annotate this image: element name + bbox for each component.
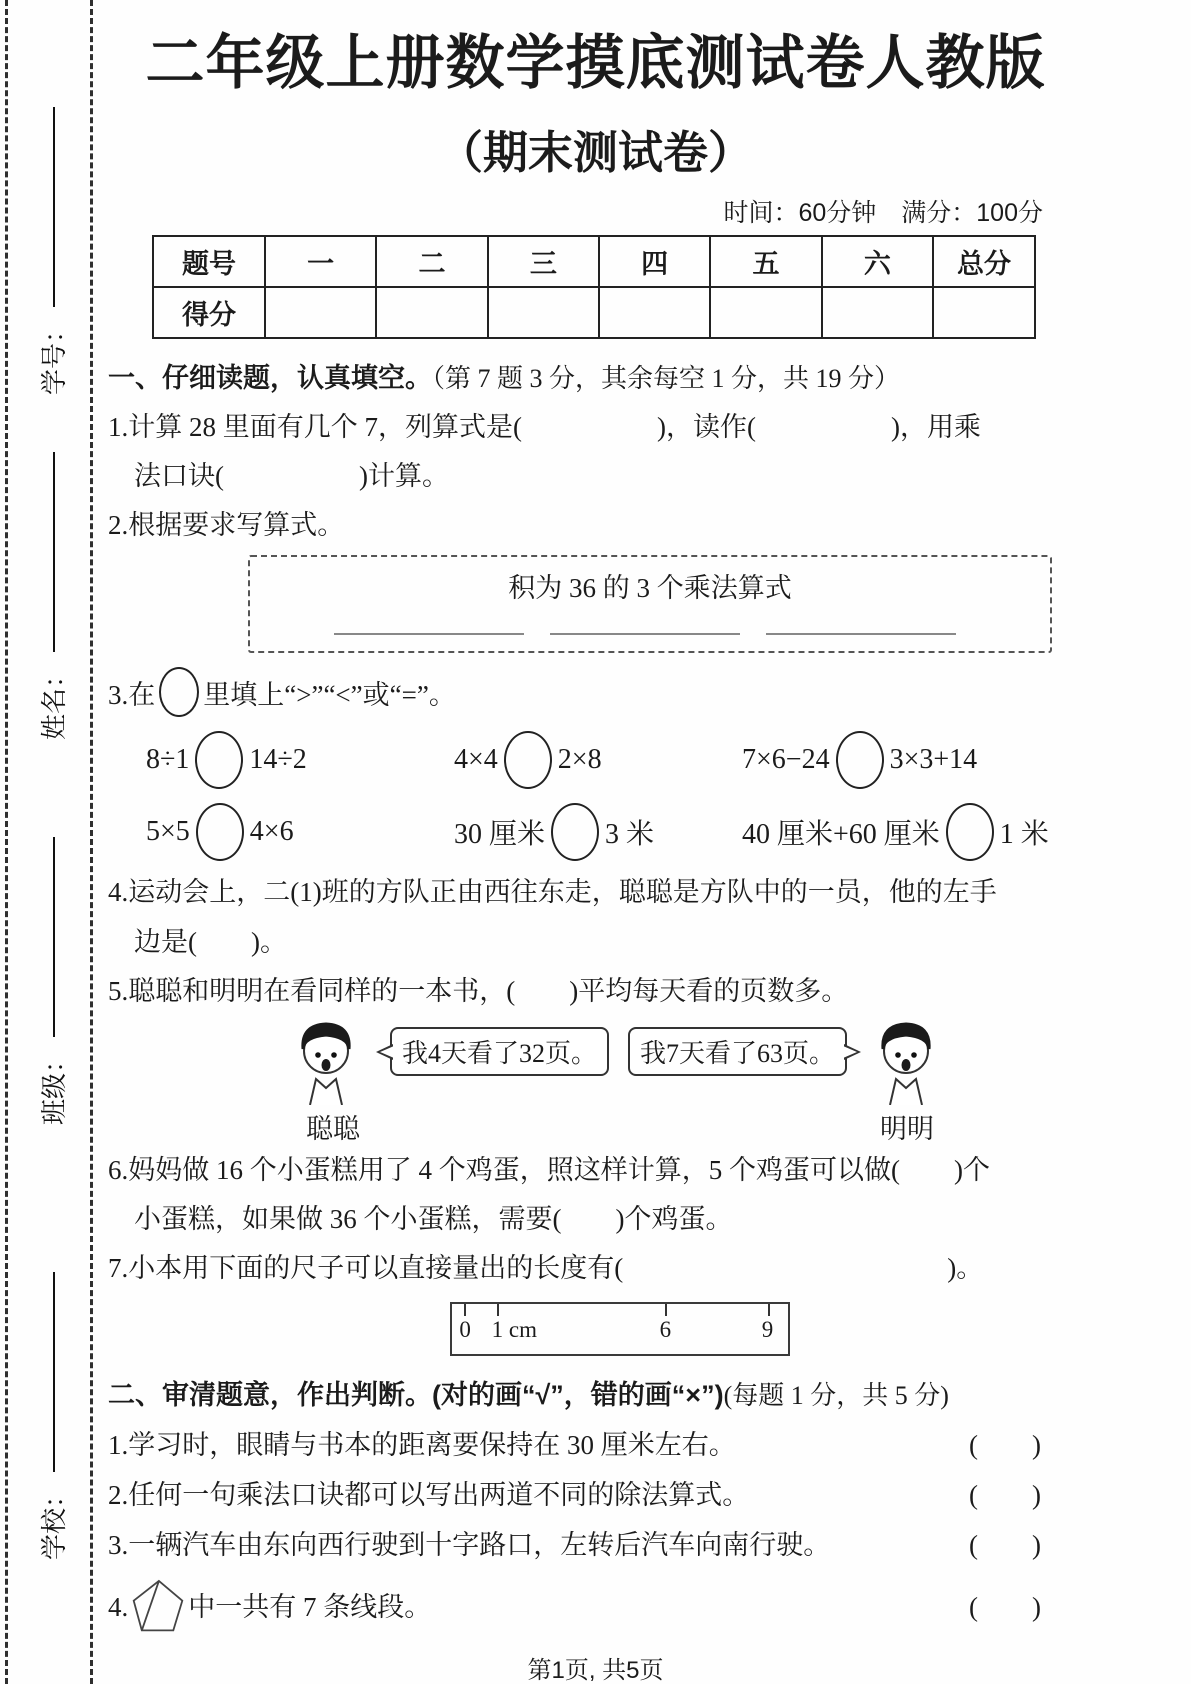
binding-dashed-line-inner	[90, 0, 93, 1684]
comparison-item	[454, 803, 742, 861]
s1-question3	[108, 667, 1083, 717]
ruler-tick-label: 6	[659, 1317, 672, 1343]
boy-congcong-name: 聪聪	[306, 1113, 360, 1144]
comparison-item	[454, 731, 742, 789]
score-table-header-row	[153, 236, 1035, 287]
score-cell	[933, 287, 1035, 338]
exam-meta: 时间：60分钟 满分：100分	[723, 199, 1043, 228]
boy-congcong-icon	[290, 1017, 362, 1110]
speech-bubble-mingming	[628, 1027, 847, 1076]
score-table-header: 一	[265, 236, 376, 287]
student-name-field	[34, 452, 71, 740]
s1-question6-line1: 6.妈妈做 16 个小蛋糕用了 4 个鸡蛋，照这样计算，5 个鸡蛋可以做( )个	[108, 1154, 990, 1185]
answer-blank-line	[334, 633, 524, 635]
comparison-item	[742, 731, 977, 789]
score-cell	[376, 287, 487, 338]
judgement4-number: 4.	[108, 1591, 129, 1622]
score-cell	[488, 287, 599, 338]
student-name-blank-line	[53, 452, 55, 652]
student-id-blank-line	[53, 107, 55, 307]
judgement-text: 2.任何一句乘法口诀都可以写出两道不同的除法算式。	[108, 1480, 750, 1511]
section1-heading	[108, 361, 1083, 396]
compare-circle-blank	[196, 803, 244, 861]
section1-title: 一、仔细读题，认真填空。	[108, 363, 432, 394]
ruler-tick-label: 0	[459, 1317, 471, 1343]
judgement-item-2	[108, 1478, 1083, 1513]
paper-content	[108, 0, 1083, 1684]
school-blank-line	[53, 1272, 55, 1472]
s1-question4-line1: 4.运动会上，二(1)班的方队正由西往东走，聪聪是方队中的一员，他的左手	[108, 877, 997, 908]
judgement-answer-blank: ( )	[969, 1430, 1041, 1461]
compare-circle-blank	[551, 803, 599, 861]
page-subtitle: （期末测试卷）	[437, 127, 753, 179]
judgement-item-3	[108, 1528, 1083, 1563]
reading-illustration	[108, 1017, 1083, 1144]
judgement-text	[108, 1578, 431, 1636]
judgement-answer-blank: ( )	[969, 1591, 1041, 1622]
binding-dashed-line-outer	[5, 0, 8, 1684]
s1-question2: 2.根据要求写算式。	[108, 510, 345, 541]
s1-question1-line2: 法口诀( )计算。	[134, 461, 449, 492]
student-name-label: 姓名：	[40, 661, 69, 740]
comparison-item	[146, 803, 454, 861]
s1-question7: 7.小本用下面的尺子可以直接量出的长度有( )。	[108, 1252, 984, 1283]
score-table-score-row	[153, 287, 1035, 338]
s1-question4-line2: 边是( )。	[134, 926, 287, 957]
comparison-left: 40 厘米+60 厘米	[742, 819, 940, 851]
page-number-footer: 第1页, 共5页	[527, 1657, 664, 1684]
compare-circle-blank	[195, 731, 243, 789]
comparison-row-2	[146, 803, 1083, 861]
score-cell	[599, 287, 710, 338]
comparison-left: 30 厘米	[454, 819, 546, 851]
class-blank-line	[53, 837, 55, 1037]
s1-question1-line1: 1.计算 28 里面有几个 7，列算式是( )，读作( )，用乘	[108, 412, 981, 443]
judgement4-text: 中一共有 7 条线段。	[188, 1591, 432, 1622]
class-label: 班级：	[40, 1046, 69, 1125]
student-id-label: 学号：	[40, 316, 69, 395]
section1-points-note: （第 7 题 3 分，其余每空 1 分，共 19 分）	[432, 364, 901, 394]
comparison-right: 14÷2	[249, 744, 307, 776]
comparison-right: 1 米	[999, 819, 1049, 851]
judgement-answer-blank: ( )	[969, 1480, 1041, 1511]
s1-question5: 5.聪聪和明明在看同样的一本书，( )平均每天看的页数多。	[108, 975, 849, 1006]
score-cell	[710, 287, 821, 338]
comparison-item	[146, 731, 454, 789]
student-id-field	[34, 107, 71, 395]
score-table-header: 二	[376, 236, 487, 287]
comparison-right: 3×3+14	[889, 744, 978, 776]
judgement-text: 1.学习时，眼睛与书本的距离要保持在 30 厘米左右。	[108, 1430, 736, 1461]
score-cell	[822, 287, 933, 338]
q3-text-after: 里填上“>”“<”或“=”。	[203, 680, 456, 711]
class-field	[34, 837, 71, 1125]
s1-question6-line2: 小蛋糕，如果做 36 个小蛋糕，需要( )个鸡蛋。	[134, 1203, 733, 1234]
ruler-tick-label: 1 cm	[491, 1317, 537, 1343]
score-table-header: 总分	[933, 236, 1035, 287]
compare-circle-blank	[159, 667, 199, 717]
score-table-header: 五	[710, 236, 821, 287]
judgement-answer-blank: ( )	[969, 1530, 1041, 1561]
comparison-row-1	[146, 731, 1083, 789]
school-label: 学校：	[40, 1481, 69, 1560]
section2-points-note: (每题 1 分，共 5 分)	[723, 1381, 949, 1411]
boy-mingming-name: 明明	[880, 1113, 934, 1144]
ruler-tick	[464, 1304, 466, 1316]
bubble-text: 我7天看了63页。	[640, 1038, 836, 1068]
ruler-tick	[497, 1304, 499, 1316]
score-table-header: 四	[599, 236, 710, 287]
ruler-tick	[768, 1304, 770, 1316]
judgement-item-4	[108, 1578, 1083, 1636]
judgement-text: 3.一辆汽车由东向西行驶到十字路口，左转后汽车向南行驶。	[108, 1530, 831, 1561]
comparison-left: 5×5	[146, 816, 190, 848]
q2-answer-box	[248, 555, 1052, 653]
school-field	[34, 1272, 71, 1560]
comparison-right: 2×8	[557, 744, 602, 776]
score-table-header: 三	[488, 236, 599, 287]
ruler-figure	[450, 1302, 790, 1356]
score-table-header: 题号	[153, 236, 265, 287]
q2-box-title: 积为 36 的 3 个乘法算式	[508, 573, 792, 604]
score-table-header: 六	[822, 236, 933, 287]
comparison-item	[742, 803, 1049, 861]
compare-circle-blank	[504, 731, 552, 789]
score-row-label: 得分	[153, 287, 265, 338]
comparison-right: 4×6	[249, 816, 294, 848]
compare-circle-blank	[836, 731, 884, 789]
speech-bubble-congcong	[390, 1027, 609, 1076]
q2-answer-blanks	[334, 633, 956, 635]
ruler-tick	[665, 1304, 667, 1316]
boy-mingming-icon	[870, 1017, 942, 1110]
pentagon-icon	[131, 1578, 185, 1636]
ruler-tick-label: 9	[761, 1317, 774, 1343]
judgement-item-1	[108, 1428, 1083, 1463]
comparison-left: 8÷1	[146, 744, 190, 776]
comparison-left: 4×4	[454, 744, 498, 776]
section2-title: 二、审清题意，作出判断。(对的画“√”，错的画“×”)	[108, 1380, 724, 1411]
answer-blank-line	[550, 633, 740, 635]
section2-heading	[108, 1378, 1083, 1413]
comparison-right: 3 米	[605, 819, 655, 851]
comparison-left: 7×6−24	[742, 744, 830, 776]
compare-circle-blank	[946, 803, 994, 861]
score-cell	[265, 287, 376, 338]
page-title: 二年级上册数学摸底测试卷人教版	[145, 30, 1046, 96]
bubble-text: 我4天看了32页。	[402, 1038, 598, 1068]
score-table	[152, 235, 1036, 339]
answer-blank-line	[766, 633, 956, 635]
q3-text-before: 3.在	[108, 680, 156, 711]
